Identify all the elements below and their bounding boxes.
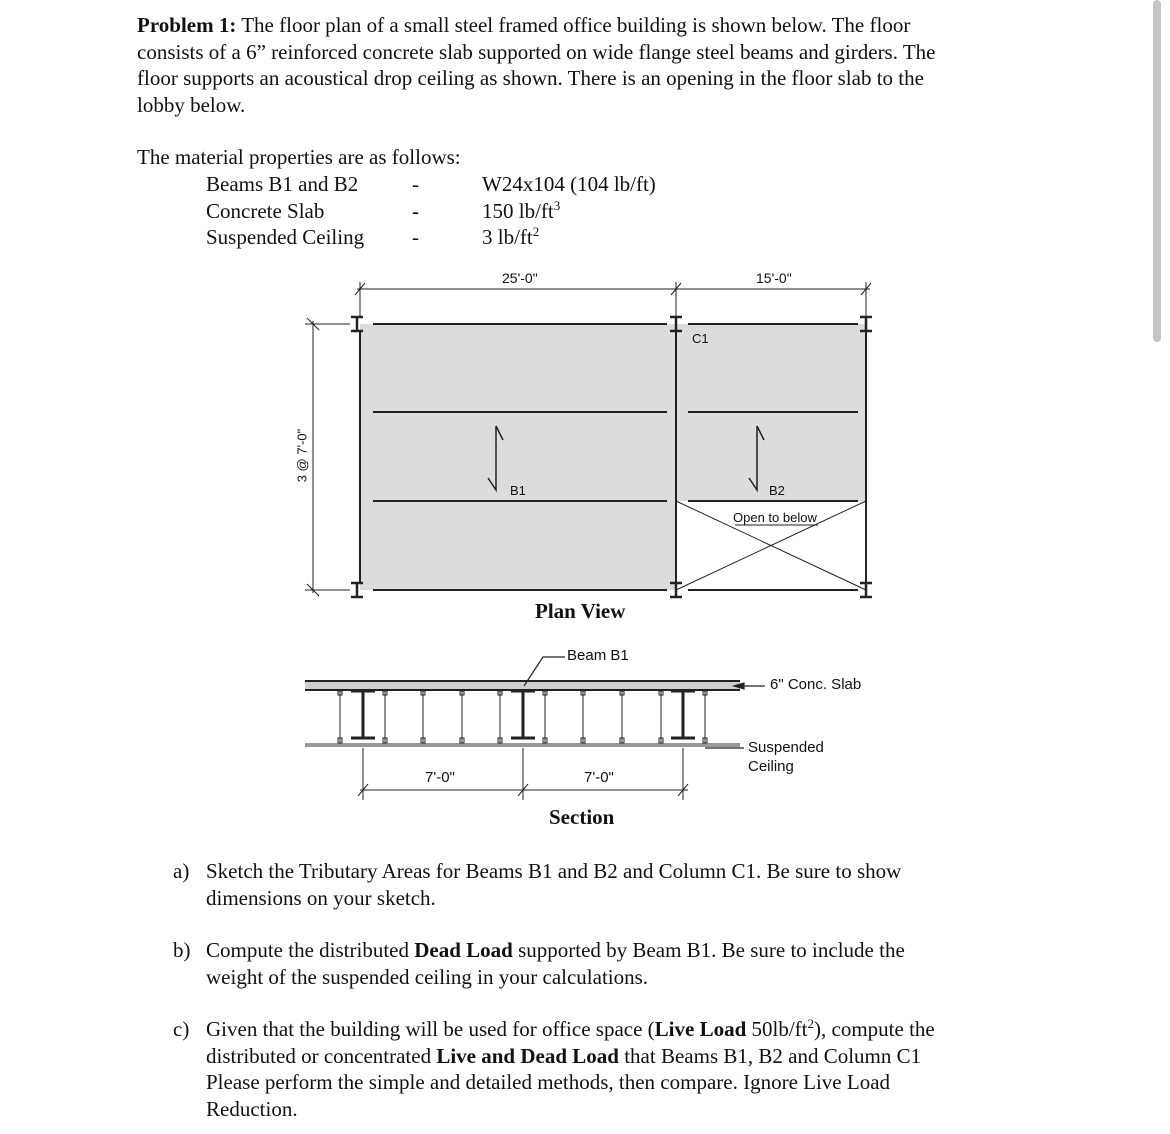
question-line (206, 937, 905, 963)
slab-callout: 6" Conc. Slab (770, 676, 862, 693)
text-segment: distributed or concentrated (206, 1043, 437, 1068)
text-segment: W24x104 (104 lb/ft) (482, 172, 656, 196)
question-line (206, 858, 901, 884)
text-segment: ), compute the (814, 1017, 935, 1041)
scrollbar[interactable] (1153, 0, 1161, 342)
question-line (206, 1069, 890, 1095)
text-segment: - (412, 225, 419, 249)
section-dimensions (358, 748, 688, 800)
text-segment: Sketch the Tributary Areas for Beams B1 and B2 and Column C1. Be sure to show (206, 859, 902, 883)
text-segment: - (412, 172, 419, 196)
materials-heading: The material properties are as follows: (137, 145, 461, 169)
question-line (206, 1043, 921, 1069)
text-segment: 150 lb/ft (482, 198, 554, 223)
question-line (206, 885, 436, 911)
beam-b1-callout: Beam B1 (567, 647, 629, 664)
column-icon (860, 583, 872, 597)
beam-b2-label: B2 (769, 483, 785, 498)
plan-view (305, 282, 872, 597)
dim-right-bay: 15'-0" (756, 270, 792, 286)
beam-b1-label: B1 (510, 483, 526, 498)
text-segment: - (412, 198, 419, 223)
slab-area-left (360, 324, 676, 590)
section-view (305, 657, 765, 800)
text-segment: b) (173, 938, 191, 962)
text-segment: a) (173, 859, 190, 883)
dim-left-bay: 25'-0" (502, 270, 538, 286)
text-segment: c) (173, 1017, 190, 1041)
question-line (206, 964, 648, 990)
text-segment: The floor plan of a small steel framed office building is shown below. The floor (236, 13, 911, 37)
text-segment: Compute the distributed (206, 938, 415, 962)
text-segment: dimensions on your sketch. (206, 885, 436, 910)
column-c1-label: C1 (692, 331, 709, 346)
bold-text: Dead Load (414, 938, 513, 962)
dim-vertical: 3 @ 7'-0" (294, 428, 310, 483)
wide-flange-beam (351, 691, 375, 738)
opening-label: Open to below (733, 510, 817, 525)
text-segment: that Beams B1, B2 and Column C1 (618, 1043, 922, 1068)
text-segment: 2 (807, 1016, 815, 1031)
ceiling-callout-2: Ceiling (748, 758, 794, 775)
text-segment: 2 (532, 224, 540, 239)
text-segment: Beams B1 and B2 (206, 172, 359, 196)
ceiling-callout-1: Suspended (748, 739, 824, 756)
question-marker (173, 1016, 189, 1042)
bold-text: Live and Dead Load (436, 1043, 619, 1068)
text-segment: supported by Beam B1. Be sure to include the (512, 938, 905, 962)
concrete-slab (305, 681, 740, 690)
bold-text: Problem 1: (137, 13, 237, 37)
text-segment: lobby below. (137, 92, 246, 117)
leaders (524, 657, 765, 748)
text-segment: Concrete Slab (206, 198, 325, 223)
text-segment: 3 (553, 197, 561, 213)
question-line (206, 1096, 298, 1122)
text-segment: Suspended Ceiling (206, 225, 365, 249)
section-beams (351, 691, 695, 738)
text-segment: consists of a 6” reinforced concrete slab supported on wide flange steel beams and girders. The (137, 39, 936, 64)
plan-view-caption: Plan View (535, 599, 626, 623)
text-segment: floor supports an acoustical drop ceiling as shown. There is an opening in the floor slab to the (137, 66, 924, 90)
wide-flange-beam (671, 691, 695, 738)
question-marker (173, 937, 191, 963)
wide-flange-beam (511, 691, 535, 738)
text-segment: Given that the building will be used for office space ( (206, 1017, 655, 1041)
bold-text: Live Load (654, 1017, 747, 1041)
section-caption: Section (549, 805, 615, 829)
text-segment: Please perform the simple and detailed methods, then compare. Ignore Live Load (206, 1070, 891, 1094)
section-dim-1: 7'-0" (425, 769, 455, 786)
question-line (206, 1016, 935, 1042)
text-segment: weight of the suspended ceiling in your calculations. (206, 964, 649, 989)
text-segment: 50lb/ft (746, 1017, 808, 1041)
question-marker (173, 858, 189, 884)
text-segment: Reduction. (206, 1096, 298, 1121)
section-dim-2: 7'-0" (584, 769, 614, 786)
text-segment: 3 lb/ft (482, 225, 533, 249)
